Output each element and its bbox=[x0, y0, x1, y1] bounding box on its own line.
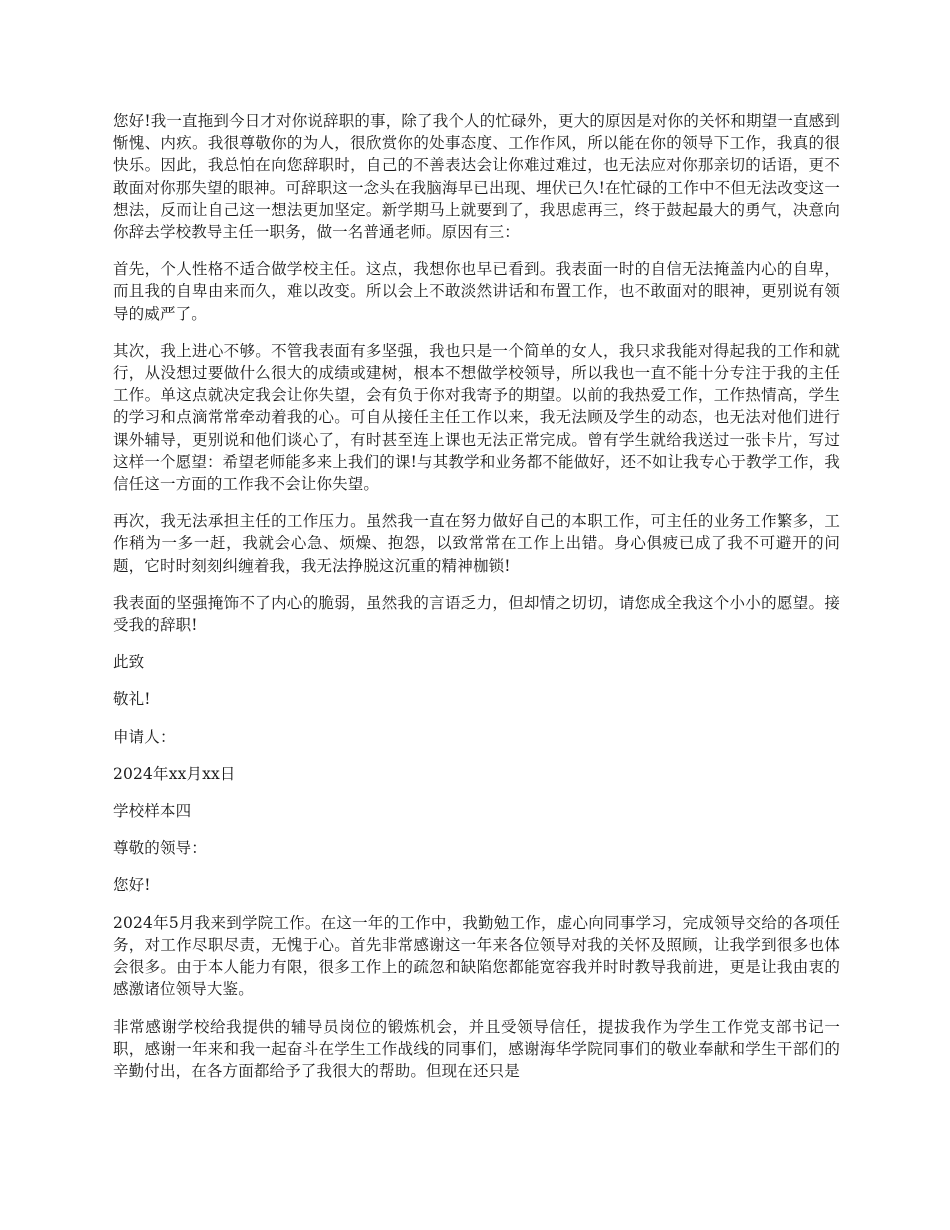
date-line: 2024年xx月xx日 bbox=[113, 764, 236, 783]
paragraph-closing-request: 我表面的坚强掩饰不了内心的脆弱，虽然我的言语乏力，但却情之切切，请您成全我这个小小的愿望。接受我的辞职! bbox=[113, 593, 840, 635]
paragraph-reason-three: 再次，我无法承担主任的工作压力。虽然我一直在努力做好自己的本职工作，可主任的业务工作繁多，工作稍为一多一赶，我就会心急、烦燥、抱怨，以致常常在工作上出错。身心俱疲已成了我不可避开的问题，它时时刻刻纠缠着我，我无法挣脱这沉重的精神枷锁! bbox=[113, 512, 840, 575]
paragraph-second-letter-intro: 2024年5月我来到学院工作。在这一年的工作中，我勤勉工作，虚心向同事学习，完成领导交给的各项任务，对工作尽职尽责，无愧于心。首先非常感谢这一年来各位领导对我的关怀及照顾，让我学到很多也体会很多。由于本人能力有限，很多工作上的疏忽和缺陷您都能宽容我并时时教导我前进，更是让我由衷的感激诸位领导大鉴。 bbox=[113, 913, 840, 999]
greeting-line: 您好! bbox=[113, 876, 151, 895]
document-body bbox=[113, 110, 840, 1097]
applicant-label: 申请人： bbox=[113, 727, 176, 746]
paragraph-reason-two: 其次，我上进心不够。不管我表面有多坚强，我也只是一个简单的女人，我只求我能对得起我的工作和就行，从没想过要做什么很大的成绩或建树，根本不想做学校领导，所以我也一直不能十分专注于我的主任工作。单这点就决定我会让你失望，会有负于你对我寄予的期望。以前的我热爱工作，工作热情高，学生的学习和点滴常常牵动着我的心。可自从接任主任工作以来，我无法顾及学生的动态，也无法对他们进行课外辅导，更别说和他们谈心了，有时甚至连上课也无法正常完成。曾有学生就给我送过一张卡片，写过这样一个愿望：希望老师能多来上我们的课!与其教学和业务都不能做好，还不如让我专心于教学工作，我信任这一方面的工作我不会让你失望。 bbox=[113, 341, 840, 494]
salutation-cizhi: 此致 bbox=[113, 653, 145, 672]
paragraph-second-letter-thanks: 非常感谢学校给我提供的辅导员岗位的锻炼机会，并且受领导信任，提拔我作为学生工作党支部书记一职，感谢一年来和我一起奋斗在学生工作战线的同事们，感谢海华学院同事们的敬业奉献和学生干部们的辛勤付出，在各方面都给予了我很大的帮助。但现在还只是 bbox=[113, 1017, 840, 1080]
addressee-line: 尊敬的领导： bbox=[113, 839, 207, 858]
paragraph-reason-one: 首先，个人性格不适合做学校主任。这点，我想你也早已看到。我表面一时的自信无法掩盖内心的自卑，而且我的自卑由来而久，难以改变。所以会上不敢淡然讲话和布置工作，也不敢面对的眼神，更别说有领导的威严了。 bbox=[113, 260, 840, 323]
salutation-jingli: 敬礼! bbox=[113, 690, 151, 709]
sample-heading: 学校样本四 bbox=[113, 802, 192, 821]
paragraph-greeting-intro: 您好!我一直拖到今日才对你说辞职的事，除了我个人的忙碌外，更大的原因是对你的关怀和期望一直感到惭愧、内疚。我很尊敬你的为人，很欣赏你的处事态度、工作作风，所以能在你的领导下工作，我真的很快乐。因此，我总怕在向您辞职时，自己的不善表达会让你难过难过，也无法应对你那亲切的话语，更不敢面对你那失望的眼神。可辞职这一念头在我脑海早已出现、埋伏已久!在忙碌的工作中不但无法改变这一想法，反而让自己这一想法更加坚定。新学期马上就要到了，我思虑再三，终于鼓起最大的勇气，决意向你辞去学校教导主任一职务，做一名普通老师。原因有三： bbox=[113, 112, 840, 242]
